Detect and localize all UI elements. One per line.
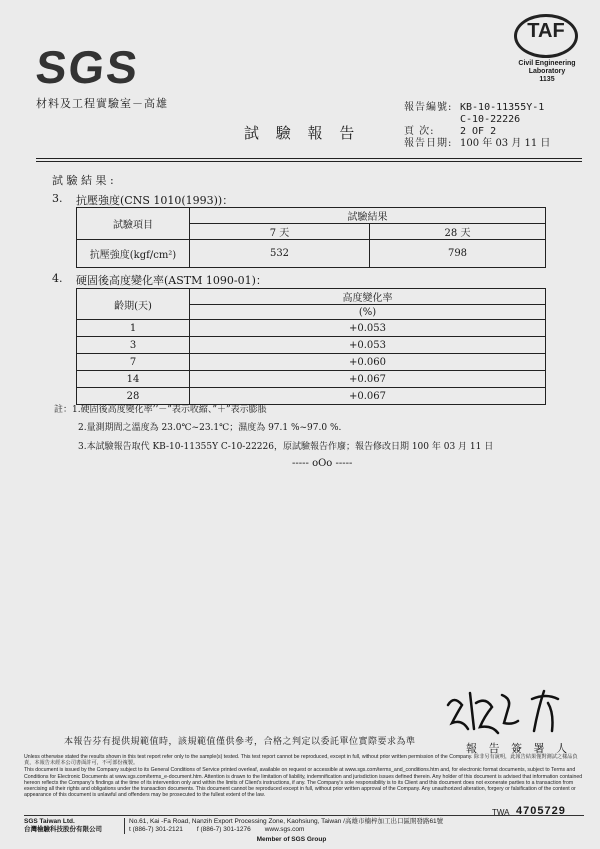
change-cell: +0.067 <box>190 388 546 405</box>
footer <box>24 818 559 844</box>
signatory-label: 報 告 簽 署 人 <box>466 742 571 755</box>
section3-number: 3. <box>52 192 63 205</box>
footer-web[interactable]: www.sgs.com <box>264 826 305 833</box>
taf-caption-line: Laboratory <box>528 68 566 75</box>
page-title: 試 驗 報 告 <box>244 124 361 142</box>
signature <box>440 685 580 740</box>
footer-company-cn: 台灣檢驗科技股份有限公司 <box>24 826 102 833</box>
col-test-result: 試驗結果 <box>190 208 546 224</box>
twa-code: TWA <box>492 808 510 817</box>
report-info <box>404 102 550 150</box>
col-test-item: 試驗項目 <box>77 208 190 240</box>
end-mark: ----- oOo ----- <box>292 458 353 469</box>
fine-print-paragraph: This document is issued by the Company subject to its General Conditions of Service printed overleaf, available on request or accessible at www.sgs.com/terms_and_conditions.htm and, for electronic format documents, subject to Terms and Conditions for Electronic Documents at www.sgs.com/terms_e-document.htm. Attention is drawn to the limitation of liability, indemnification and jurisdiction issues defined therein. Any holder of this document is advised that information contained hereon reflects the Company's findings at the time of its intervention only and within the limits of Client's instructions, if any. The Company's sole responsibility is to its Client and this document does not exonerate parties to a transaction from exercising all their rights and obligations under the transaction documents. This document cannot be reproduced except in full, without prior written approval of the Company. Any unauthorized alteration, forgery or falsification of the content or appearance of this document is unlawful and offenders may be prosecuted to the fullest extent of the law. <box>24 767 583 799</box>
report-no-label: 報告編號: <box>404 102 453 113</box>
legal-fine-print <box>24 754 584 799</box>
report-no-secondary: C-10-22226 <box>460 114 521 125</box>
footer-divider <box>24 815 584 816</box>
section4-title: 硬固後高度變化率(ASTM 1090-01)： <box>76 274 267 287</box>
divider <box>36 158 582 159</box>
footer-company: SGS Taiwan Ltd. <box>24 818 75 825</box>
footer-member: Member of SGS Group <box>256 836 327 843</box>
sgs-logo: SGS <box>33 41 142 93</box>
taf-caption-line: 1135 <box>539 76 555 83</box>
change-cell: +0.060 <box>190 354 546 371</box>
note-1: 註：1.硬固後高度變化率’’－”表示收縮、”＋”表示膨脹 <box>54 405 267 415</box>
value-7-days: 532 <box>190 240 370 268</box>
change-cell: +0.067 <box>190 371 546 388</box>
results-heading: 試 驗 結 果 : <box>52 174 114 187</box>
serial-number: 4705729 <box>516 805 566 817</box>
col-height-change: 高度變化率 <box>190 289 546 305</box>
row-compressive-strength: 抗壓強度(kgf/cm²) <box>77 240 190 268</box>
taf-logo: TAF <box>527 20 565 42</box>
date-label: 報告日期: <box>404 138 453 149</box>
footer-tel: t (886-7) 301-2121 <box>129 826 183 833</box>
note-3: 3.本試驗報告取代 KB-10-11355Y C-10-22226，原試驗報告作廢；報告修改日期 100 年 03 月 11 日 <box>78 442 494 452</box>
section3-title: 抗壓強度(CNS 1010(1993))： <box>76 194 234 207</box>
col-unit: (%) <box>190 305 546 320</box>
page-value: 2 OF 2 <box>460 126 497 137</box>
date-value: 100 年 03 月 11 日 <box>460 138 551 149</box>
specification-disclaimer: 本報告芬有提供規範值時，該規範值僅供參考，合格之判定以委託單位實際要求為準 <box>64 737 416 747</box>
age-cell: 3 <box>77 337 190 354</box>
note-2: 2.量測期間之溫度為 23.0℃~23.1℃；濕度為 97.1 %~97.0 %. <box>78 423 342 433</box>
col-7-days: 7 天 <box>190 224 370 240</box>
age-cell: 28 <box>77 388 190 405</box>
report-no: KB-10-11355Y-1 <box>460 102 545 113</box>
col-28-days: 28 天 <box>370 224 546 240</box>
age-cell: 7 <box>77 354 190 371</box>
col-age: 齡期(天) <box>77 289 190 320</box>
age-cell: 1 <box>77 320 190 337</box>
change-cell: +0.053 <box>190 320 546 337</box>
taf-caption <box>500 60 594 84</box>
fine-print-paragraph: Unless otherwise stated the results shown in this test report refer only to the sample(s) tested. This test report cannot be reproduced, except in full, without prior written permission of the Company. 除非另有說明，此報告結果僅對測試之樣品負責，本報告未經本公司書面許可，不可部份複製。 <box>24 754 578 767</box>
footer-fax: f (886-7) 301-1276 <box>196 826 251 833</box>
age-cell: 14 <box>77 371 190 388</box>
compressive-strength-table <box>76 207 546 268</box>
lab-name: 材料及工程實驗室－高雄 <box>36 97 168 110</box>
height-change-table <box>76 288 546 405</box>
taf-caption-line: Civil Engineering <box>518 60 576 67</box>
page-label: 頁 次: <box>404 126 435 137</box>
value-28-days: 798 <box>370 240 546 268</box>
footer-address: No.61, Kai -Fa Road, Nanzih Export Processing Zone, Kaohsiung, Taiwan /高雄市楠梓加工出口區開發路61號 <box>129 818 444 825</box>
change-cell: +0.053 <box>190 337 546 354</box>
section4-number: 4. <box>52 272 63 285</box>
divider <box>36 161 582 162</box>
